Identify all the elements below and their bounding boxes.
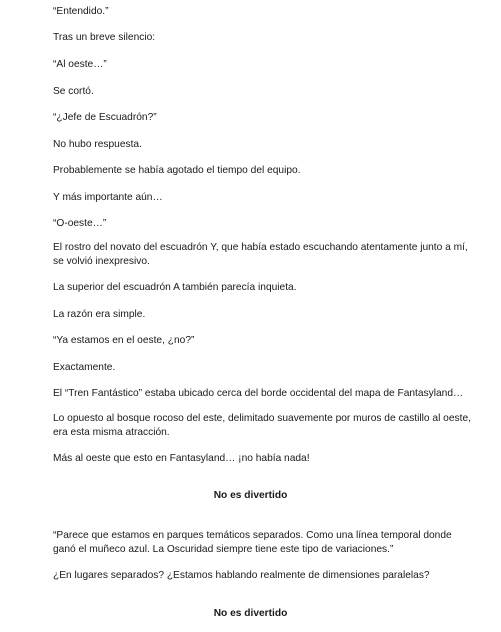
paragraph: “¿Jefe de Escuadrón?” [53,112,157,123]
paragraph: “Entendido.” [53,6,109,17]
paragraph: “Al oeste…” [53,59,107,70]
paragraph: se volvió inexpresivo. [53,256,150,267]
paragraph: La razón era simple. [53,309,146,320]
paragraph: Se cortó. [53,86,94,97]
paragraph: El “Tren Fantástico” estaba ubicado cerca del borde occidental del mapa de Fantasyland… [53,388,464,399]
paragraph: Lo opuesto al bosque rocoso del este, delimitado suavemente por muros de castillo al oeste, [53,413,471,424]
paragraph: “Ya estamos en el oeste, ¿no?” [53,335,195,346]
paragraph: Más al oeste que esto en Fantasyland… ¡no había nada! [53,453,310,464]
paragraph: Tras un breve silencio: [53,32,156,43]
paragraph: ganó el muñeco azul. La Oscuridad siempre tiene este tipo de variaciones.” [53,544,394,555]
paragraph: La superior del escuadrón A también parecía inquieta. [53,282,297,293]
paragraph: Probablemente se había agotado el tiempo del equipo. [53,165,301,176]
paragraph: “Parece que estamos en parques temáticos separados. Como una línea temporal donde [53,530,452,541]
paragraph: Y más importante aún… [53,192,163,203]
section-heading: No es divertido [213,608,288,619]
paragraph: ¿En lugares separados? ¿Estamos hablando realmente de dimensiones paralelas? [53,570,430,581]
paragraph: era esta misma atracción. [53,427,170,438]
paragraph: No hubo respuesta. [53,139,142,150]
paragraph: Exactamente. [53,362,116,373]
section-heading: No es divertido [213,490,288,501]
paragraph: “O-oeste…” [53,218,107,229]
paragraph: El rostro del novato del escuadrón Y, que había estado escuchando atentamente junto a mí, [53,242,468,253]
